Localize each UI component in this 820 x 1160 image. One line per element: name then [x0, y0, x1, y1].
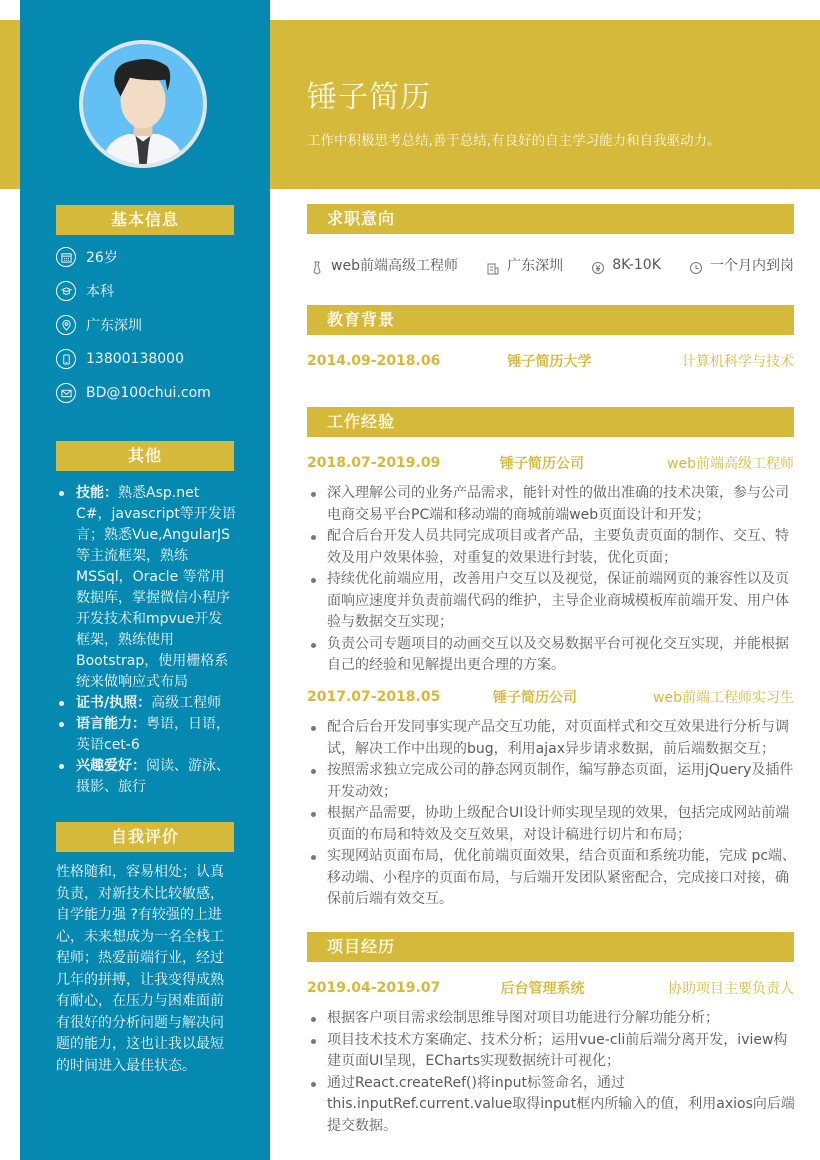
info-phone	[56, 348, 184, 370]
intent-heading: 求职意向	[307, 204, 794, 234]
language-text: 粤语，日语，英语cet-6	[76, 716, 230, 753]
project-bullets	[307, 1008, 797, 1137]
education-school: 锤子简历大学	[507, 354, 592, 370]
info-location	[56, 314, 142, 336]
work-2-date: 2017.07-2018.05	[307, 689, 441, 705]
hobbies-text: 阅读、游泳、摄影、旅行	[76, 758, 230, 795]
info-education	[56, 280, 114, 302]
intent-availability-text: 一个月内到岗	[710, 258, 794, 274]
list-item: 实现网站页面布局，优化前端页面效果，结合页面和系统功能，完成 pc端、移动端、小程序的页面布局，与后端开发团队紧密配合，完成接口对接，确保前后端有效交互。	[307, 846, 797, 911]
intent-row	[310, 255, 794, 275]
certificate-text: 高级工程师	[151, 695, 222, 711]
info-location-text: 广东深圳	[86, 318, 142, 334]
tie-icon	[310, 261, 324, 275]
self-eval-text: 性格随和，容易相处；认真负责，对新技术比较敏感，自学能力强 ?有较强的上进心，未来想成为一名全栈工程师；热爱前端行业，经过几年的拼搏，让我变得成熟有耐心，在压力与困难面前有很好的分析问题与解决问题的能力，这也让我以最短的时间进入最佳状态。	[56, 864, 224, 1074]
education-heading: 教育背景	[307, 305, 794, 335]
hobbies-label: 兴趣爱好：	[76, 758, 146, 774]
info-email-text[interactable]: BD@100chui.com	[86, 385, 211, 401]
intent-city-text: 广东深圳	[507, 258, 564, 274]
list-item-skills	[56, 483, 236, 693]
list-item: 项目技术技术方案确定、技术分析；运用vue-cli前后端分离开发，iview构建页面UI呈现，ECharts实现数据统计可视化；	[307, 1030, 797, 1073]
work-1-role: web前端高级工程师	[667, 456, 794, 472]
intent-position	[310, 255, 458, 275]
list-item: 根据产品需要，协助上级配合UI设计师实现呈现的效果，包括完成网站前端页面的布局和特效及交互效果，对设计稿进行切片和布局；	[307, 803, 797, 846]
work-heading: 工作经验	[307, 407, 794, 437]
education-entry	[307, 350, 794, 372]
list-item: 持续优化前端应用，改善用户交互以及视觉，保证前端网页的兼容性以及页面响应速度并负责前端代码的维护，主导企业商城模板库前端开发、用户体验与数据交互实现；	[307, 569, 797, 634]
info-age	[56, 246, 118, 268]
mail-icon	[56, 383, 76, 403]
list-item: 通过React.createRef()将input标签命名，通过this.inputRef.current.value取得input框内所输入的值，利用axios向后端提交数据。	[307, 1073, 797, 1138]
work-entry-1-head	[307, 452, 794, 474]
resume-title: 锤子简历	[307, 80, 431, 115]
list-item: 根据客户项目需求绘制思维导图对项目功能进行分解功能分析；	[307, 1008, 797, 1030]
work-2-role: web前端工程师实习生	[653, 690, 794, 706]
intent-position-text: web前端高级工程师	[331, 258, 458, 274]
intent-salary	[591, 255, 661, 275]
education-date: 2014.09-2018.06	[307, 353, 441, 369]
person-avatar-icon	[83, 44, 203, 164]
location-pin-icon	[56, 315, 76, 335]
list-item: 配合后台开发人员共同完成项目或者产品，主要负责页面的制作、交互、特效及用户效果体验，对重复的效果进行封装，优化页面；	[307, 526, 797, 569]
basic-info-heading: 基本信息	[56, 205, 234, 235]
work-1-date: 2018.07-2019.09	[307, 455, 441, 471]
project-date: 2019.04-2019.07	[307, 980, 441, 996]
projects-heading: 项目经历	[307, 932, 794, 962]
self-eval-heading: 自我评价	[56, 822, 234, 852]
work-entry-2-head	[307, 686, 794, 708]
resume-subtitle: 工作中积极思考总结,善于总结,有良好的自主学习能力和自我驱动力。	[307, 133, 721, 149]
work-2-bullets	[307, 717, 797, 911]
project-entry-head	[307, 977, 794, 999]
other-list	[56, 483, 236, 798]
info-phone-text[interactable]: 13800138000	[86, 351, 184, 367]
skills-text: 熟悉Asp.net C#，javascript等开发语言；熟悉Vue,AngularJS等主流框架，熟练MSSql，Oracle 等常用数据库，掌握微信小程序开发技术和mpvue开发框架，熟练使用Bootstrap，使用栅格系统来做响应式布局	[76, 485, 236, 690]
info-email	[56, 382, 211, 404]
clock-icon	[689, 261, 703, 275]
list-item: 深入理解公司的业务产品需求，能针对性的做出准确的技术决策，参与公司电商交易平台PC端和移动端的商城前端web页面设计和开发；	[307, 483, 797, 526]
list-item: 配合后台开发同事实现产品交互功能，对页面样式和交互效果进行分析与调试，解决工作中出现的bug，利用ajax异步请求数据，前后端数据交互；	[307, 717, 797, 760]
language-label: 语言能力：	[76, 716, 146, 732]
project-name: 后台管理系统	[500, 981, 585, 997]
phone-icon	[56, 349, 76, 369]
avatar	[79, 40, 207, 168]
list-item-hobbies	[56, 756, 236, 798]
work-2-company: 锤子简历公司	[493, 690, 578, 706]
list-item-language	[56, 714, 236, 756]
intent-availability	[689, 255, 794, 275]
education-major: 计算机科学与技术	[682, 354, 794, 370]
calendar-icon	[56, 247, 76, 267]
graduation-cap-icon	[56, 281, 76, 301]
info-education-text: 本科	[86, 284, 114, 300]
work-1-bullets	[307, 483, 797, 677]
yen-icon	[591, 261, 605, 275]
skills-label: 技能：	[76, 485, 118, 501]
list-item: 按照需求独立完成公司的静态网页制作，编写静态页面，运用jQuery及插件开发动效；	[307, 760, 797, 803]
list-item-certificate	[56, 693, 236, 714]
project-role: 协助项目主要负责人	[668, 981, 794, 997]
intent-salary-text: 8K-10K	[612, 257, 661, 273]
work-1-company: 锤子简历公司	[500, 456, 585, 472]
building-icon	[486, 261, 500, 275]
intent-city	[486, 255, 563, 275]
certificate-label: 证书/执照：	[76, 695, 152, 711]
other-heading: 其他	[56, 441, 234, 471]
info-age-text: 26岁	[86, 250, 118, 266]
list-item: 负责公司专题项目的动画交互以及交易数据平台可视化交互实现，并能根据自己的经验和见解提出更合理的方案。	[307, 634, 797, 677]
